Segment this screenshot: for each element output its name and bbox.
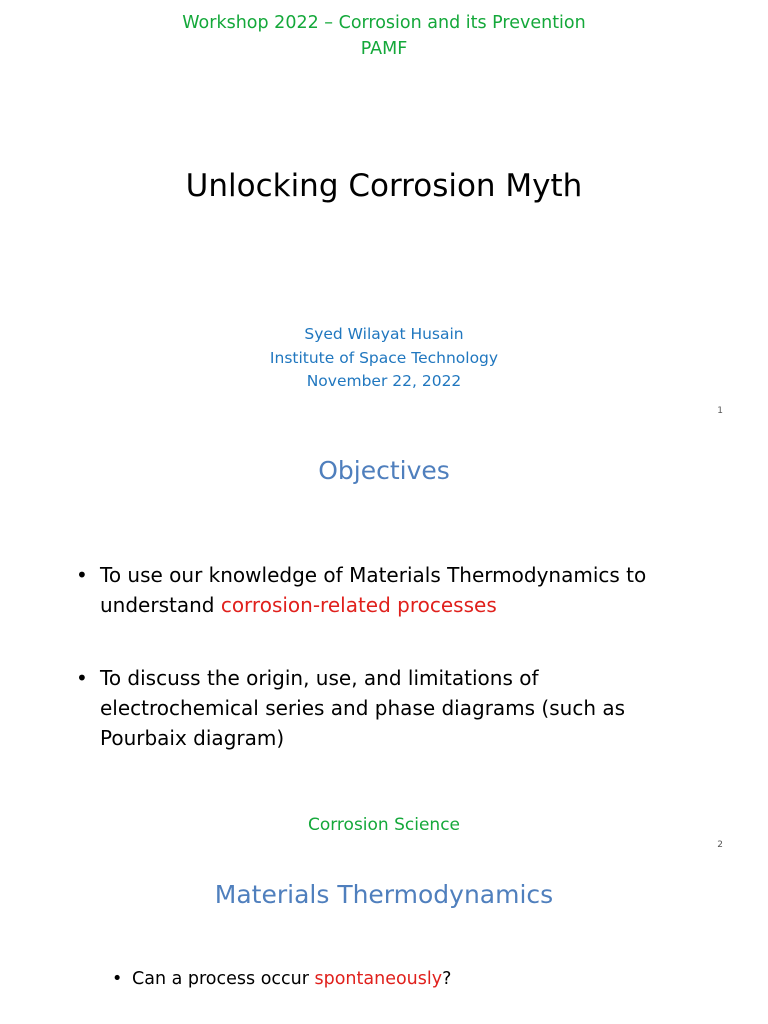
workshop-header-line-2: PAMF: [360, 39, 408, 59]
presentation-date: November 22, 2022: [306, 372, 462, 390]
bullet-icon: •: [112, 969, 123, 989]
slide-footer: Corrosion Science: [307, 815, 461, 835]
author-institution: Institute of Space Technology: [269, 348, 499, 367]
bullet-text: To discuss the origin, use, and limitations of electrochemical series and phase diagrams (such as Pourbaix diagram): [100, 666, 626, 750]
bullet-highlight: corrosion-related processes: [220, 593, 497, 617]
bullet-text-end: ?: [442, 969, 452, 989]
slide-title: Objectives: [318, 456, 450, 485]
bullet-text: To use our knowledge of Materials Thermodynamics to understand: [100, 563, 647, 617]
page-number: 2: [717, 840, 723, 850]
author-name: Syed Wilayat Husain: [304, 325, 464, 343]
bullet-list: [112, 966, 732, 992]
list-item: [112, 966, 732, 992]
workshop-header-line-1: Workshop 2022 – Corrosion and its Prevention: [182, 13, 586, 33]
presentation-title: Unlocking Corrosion Myth: [185, 168, 583, 204]
bullet-icon: •: [76, 666, 88, 690]
bullet-icon: •: [76, 563, 88, 587]
bullet-text: Can a process occur: [132, 969, 315, 989]
bullet-highlight: spontaneously: [314, 969, 443, 989]
slide-title: Materials Thermodynamics: [214, 880, 554, 909]
page-number: 1: [717, 406, 723, 416]
